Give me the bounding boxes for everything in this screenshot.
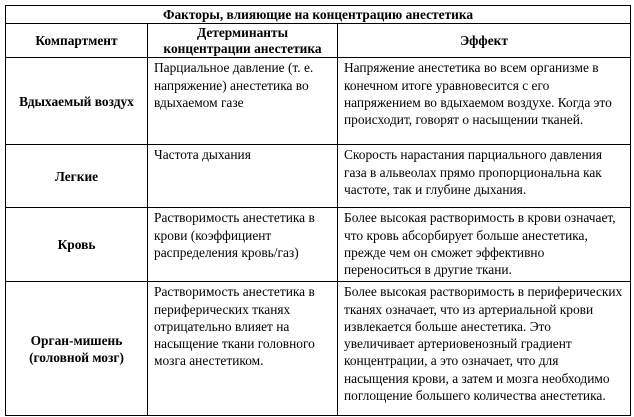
cell-compartment: Кровь [6, 208, 148, 282]
table-title: Факторы, влияющие на концентрацию анестетика [6, 6, 631, 24]
table-row [6, 145, 631, 208]
cell-effect: Более высокая растворимость в периферических тканях означает, что из артериальной крови извлекается больше анестетика. Это увеличивает артериовенозный градиент концентрации, а это означает, что для насыщения крови, а затем и мозга необходимо поглощение большего количества анестетика. [338, 282, 631, 416]
cell-effect: Напряжение анестетика во всем организме в конечном итоге уравновесится с его напряжением во вдыхаемом воздухе. Когда это происходит, говорят о насыщении тканей. [338, 58, 631, 145]
table-row [6, 58, 631, 145]
cell-determinants: Парциальное давление (т. е. напряжение) анестетика во вдыхаемом газе [148, 58, 338, 145]
cell-compartment: Орган-мишень (головной мозг) [6, 282, 148, 416]
cell-effect: Скорость нарастания парциального давления газа в альвеолах прямо пропорциональна как частоте, так и глубине дыхания. [338, 145, 631, 208]
table-title-row [6, 6, 631, 24]
cell-determinants: Частота дыхания [148, 145, 338, 208]
header-determinants: Детерминанты концентрации анестетика [148, 24, 338, 58]
cell-compartment: Вдыхаемый воздух [6, 58, 148, 145]
table-row [6, 208, 631, 282]
cell-determinants: Растворимость анестетика в крови (коэффициент распределения кровь/газ) [148, 208, 338, 282]
header-effect: Эффект [338, 24, 631, 58]
anesthetic-factors-table [5, 5, 631, 416]
cell-determinants: Растворимость анестетика в периферических тканях отрицательно влияет на насыщение ткани головного мозга анестетиком. [148, 282, 338, 416]
header-compartment: Компартмент [6, 24, 148, 58]
cell-compartment: Легкие [6, 145, 148, 208]
table-row [6, 282, 631, 416]
cell-effect: Более высокая растворимость в крови означает, что кровь абсорбирует больше анестетика, прежде чем он сможет эффективно переноситься в другие ткани. [338, 208, 631, 282]
table-header-row [6, 24, 631, 58]
